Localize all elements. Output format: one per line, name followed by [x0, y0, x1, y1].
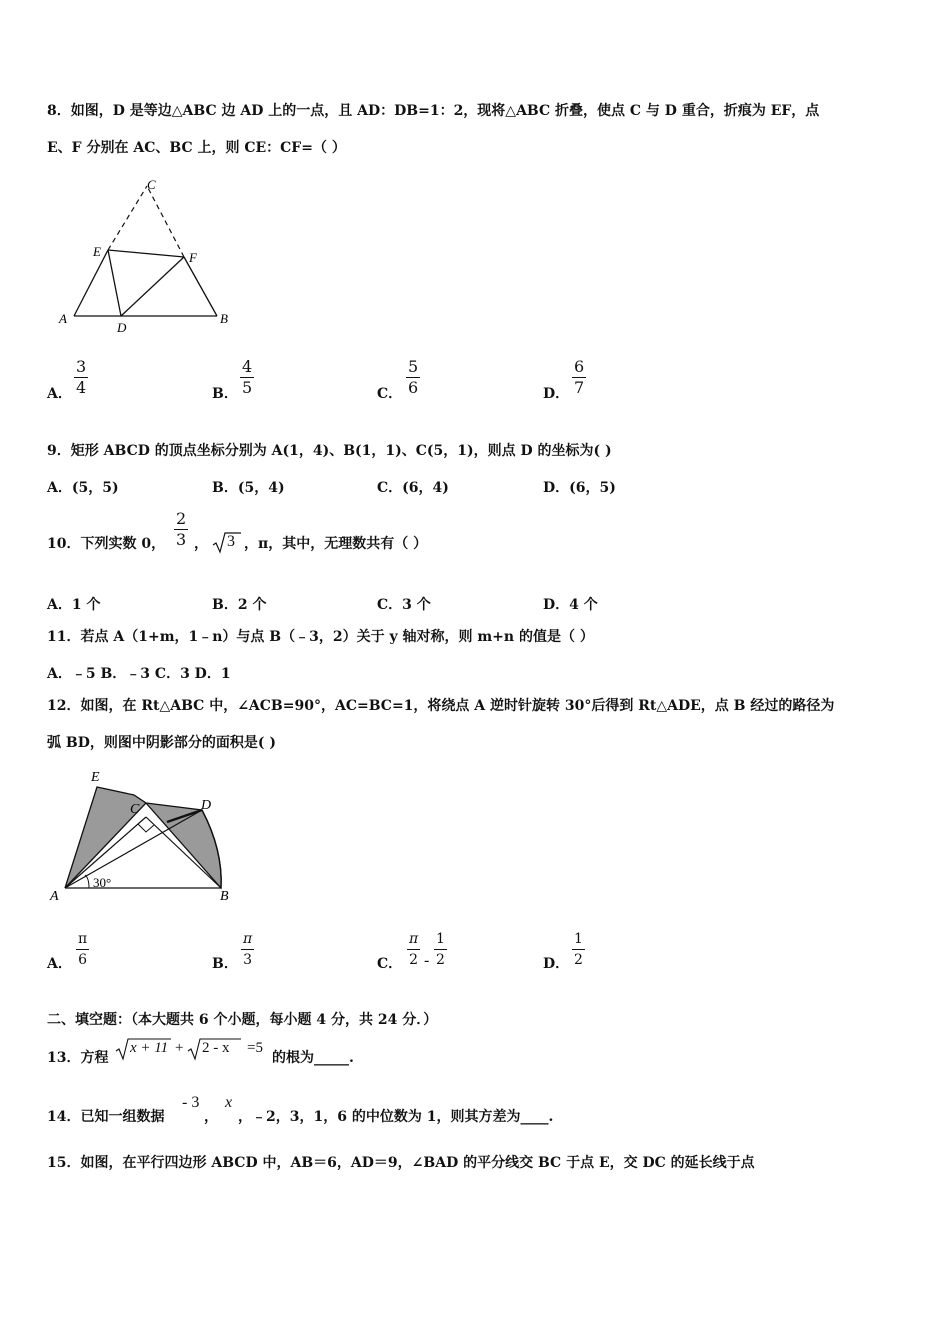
- q8-figure: [55, 175, 240, 335]
- q10-option-d: D．4 个: [543, 597, 598, 613]
- q14-value-x: x: [225, 1094, 233, 1111]
- label-angle-30: 30°: [93, 875, 112, 890]
- q8-option-d-label: D．: [543, 386, 570, 402]
- q8-option-b-label: B．: [212, 386, 238, 402]
- label-C: C: [147, 177, 156, 192]
- q8-option-d-fraction: $\frac{6}{7}$: [574, 357, 585, 397]
- q9-option-a: A．(5，5): [47, 480, 119, 496]
- label-A: A: [59, 311, 67, 326]
- q12-option-c-label: C．: [377, 956, 403, 972]
- q12-line2: 弧 BD，则图中阴影部分的面积是( ): [47, 735, 276, 751]
- q12-option-d-label: D．: [543, 956, 570, 972]
- q14-suffix: ，﹣2，3，1，6 的中位数为 1，则其方差为____.: [238, 1109, 554, 1125]
- label-B: B: [220, 889, 229, 904]
- label-D: D: [117, 320, 127, 335]
- label-A: A: [50, 889, 59, 904]
- q12-option-a-label: A．: [47, 956, 72, 972]
- q12-option-c-fraction2: $\frac{1}{2}$: [436, 931, 445, 968]
- label-E: E: [93, 244, 101, 259]
- q9-text: 9．矩形 ABCD 的顶点坐标分别为 A(1，4)、B(1，1)、C(5，1)，则点 D 的坐标为( ): [47, 443, 612, 459]
- q8-option-c-fraction: $\frac{5}{6}$: [408, 357, 419, 397]
- q8-option-c-label: C．: [377, 386, 403, 402]
- q12-option-c-fraction1: $\frac{\pi}{2}$: [409, 931, 419, 968]
- q9-option-d: D．(6，5): [543, 480, 616, 496]
- q13-equation: x + 11 + 2 - x =5: [115, 1037, 275, 1063]
- q12-option-a-fraction: $\frac{\pi}{6}$: [78, 931, 88, 968]
- q13-suffix: 的根为_____.: [272, 1050, 354, 1066]
- q15-text: 15．如图，在平行四边形 ABCD 中，AB＝6，AD＝9，∠BAD 的平分线交 BC 于点 E，交 DC 的延长线于点: [47, 1155, 755, 1171]
- label-B: B: [220, 311, 228, 326]
- q12-option-b-fraction: $\frac{\pi}{3}$: [243, 931, 253, 968]
- q10-suffix: ，π，其中，无理数共有（ ）: [244, 536, 428, 552]
- q8-line1: 8．如图，D 是等边△ABC 边 AD 上的一点，且 AD：DB=1：2，现将△ABC 折叠，使点 C 与 D 重合，折痕为 EF，点: [47, 103, 820, 119]
- q12-figure: [45, 765, 245, 910]
- label-E: E: [91, 770, 100, 785]
- q11-text: 11．若点 A（1+m，1﹣n）与点 B（﹣3，2）关于 y 轴对称，则 m+n 的值是（ ）: [47, 629, 594, 645]
- q8-option-b-fraction: $\frac{4}{5}$: [242, 357, 253, 397]
- q9-option-b: B．(5，4): [212, 480, 285, 496]
- q14-comma: ，: [204, 1109, 218, 1125]
- section2-title: 二、填空题：（本大题共 6 个小题，每小题 4 分，共 24 分．）: [47, 1012, 438, 1028]
- q12-option-d-fraction: $\frac{1}{2}$: [574, 931, 583, 968]
- q10-prefix: 10．下列实数 0，: [47, 536, 166, 552]
- q8-option-a-label: A．: [47, 386, 72, 402]
- q10-option-c: C．3 个: [377, 597, 431, 613]
- q10-sep: ，: [194, 536, 208, 552]
- label-D: D: [201, 798, 212, 813]
- q14-prefix: 14．已知一组数据: [47, 1109, 165, 1125]
- q10-option-b: B．2 个: [212, 597, 267, 613]
- q8-option-a-fraction: $\frac{3}{4}$: [76, 357, 87, 397]
- q12-line1: 12．如图，在 Rt△ABC 中，∠ACB=90°，AC=BC=1，将绕点 A 逆时针旋转 30°后得到 Rt△ADE，点 B 经过的路径为: [47, 698, 835, 714]
- q13-prefix: 13．方程: [47, 1050, 109, 1066]
- q14-value-1: - 3: [182, 1094, 200, 1111]
- q10-fraction: $\frac{2}{3}$: [176, 509, 187, 549]
- q12-option-b-label: B．: [212, 956, 238, 972]
- label-C: C: [130, 802, 140, 817]
- q11-options: A．﹣5 B．﹣3 C．3 D．1: [47, 666, 231, 682]
- q9-option-c: C．(6，4): [377, 480, 449, 496]
- label-F: F: [189, 250, 197, 265]
- q10-option-a: A．1 个: [47, 597, 101, 613]
- q8-line2: E、F 分别在 AC、BC 上，则 CE：CF=（ ）: [47, 140, 346, 156]
- q12-option-c-minus: -: [424, 952, 430, 969]
